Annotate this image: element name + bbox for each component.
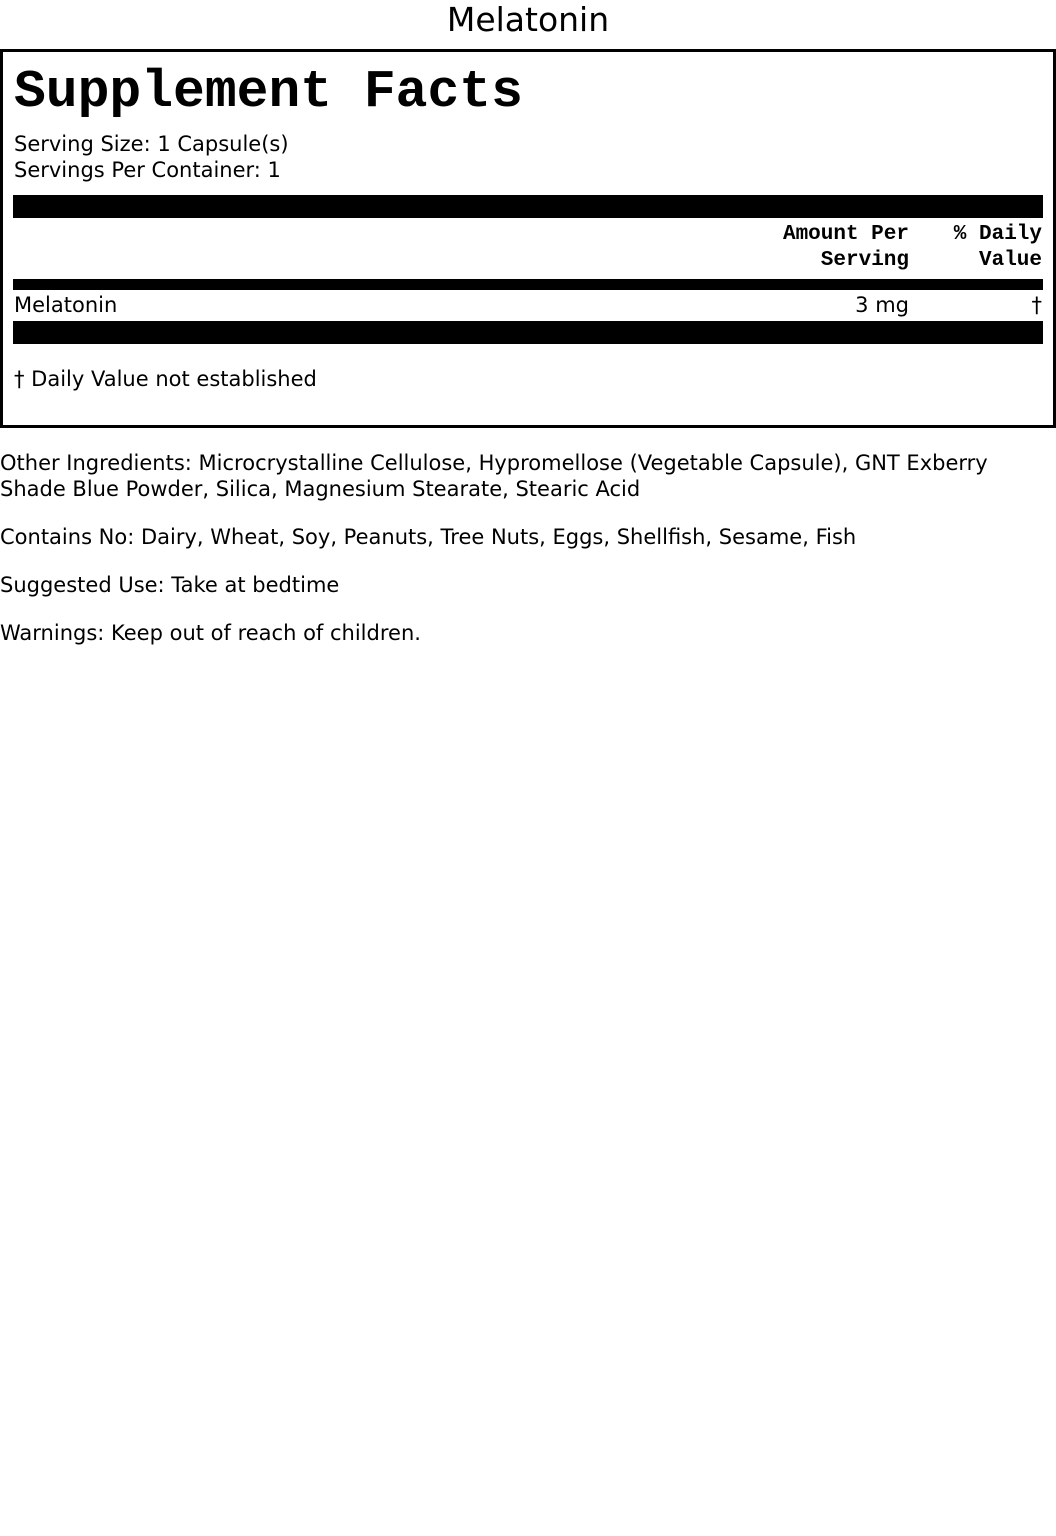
contains-no: Contains No: Dairy, Wheat, Soy, Peanuts, Tree Nuts, Eggs, Shellfish, Sesame, Fish xyxy=(0,525,857,549)
nutrient-name: Melatonin xyxy=(14,293,118,317)
other-ingredients: Other Ingredients: Microcrystalline Cellulose, Hypromellose (Vegetable Capsule), GNT Exberry Shade Blue Powder, Silica, Magnesium Stearate, Stearic Acid xyxy=(0,451,988,501)
column-header-daily-value xyxy=(954,222,1042,274)
nutrient-daily-value: † xyxy=(1031,293,1042,317)
column-header-amount xyxy=(783,222,909,274)
facts-heading: Supplement Facts xyxy=(14,62,523,122)
divider-bar-bottom xyxy=(13,321,1043,344)
product-title: Melatonin xyxy=(446,0,610,39)
daily-value-footnote: † Daily Value not established xyxy=(14,367,317,391)
column-header-amount-line1: Amount Per xyxy=(782,223,909,246)
divider-bar-middle xyxy=(13,279,1043,290)
suggested-use: Suggested Use: Take at bedtime xyxy=(0,573,340,597)
column-header-amount-line2: Serving xyxy=(820,249,909,272)
warnings: Warnings: Keep out of reach of children. xyxy=(0,621,421,645)
servings-per-container: Servings Per Container: 1 xyxy=(14,158,281,182)
column-header-dv-line1: % Daily xyxy=(953,223,1042,246)
divider-bar-top xyxy=(13,195,1043,218)
serving-size: Serving Size: 1 Capsule(s) xyxy=(14,132,289,156)
column-header-dv-line2: Value xyxy=(978,249,1042,272)
nutrient-amount: 3 mg xyxy=(855,293,909,317)
supplement-facts-panel xyxy=(0,49,1056,428)
